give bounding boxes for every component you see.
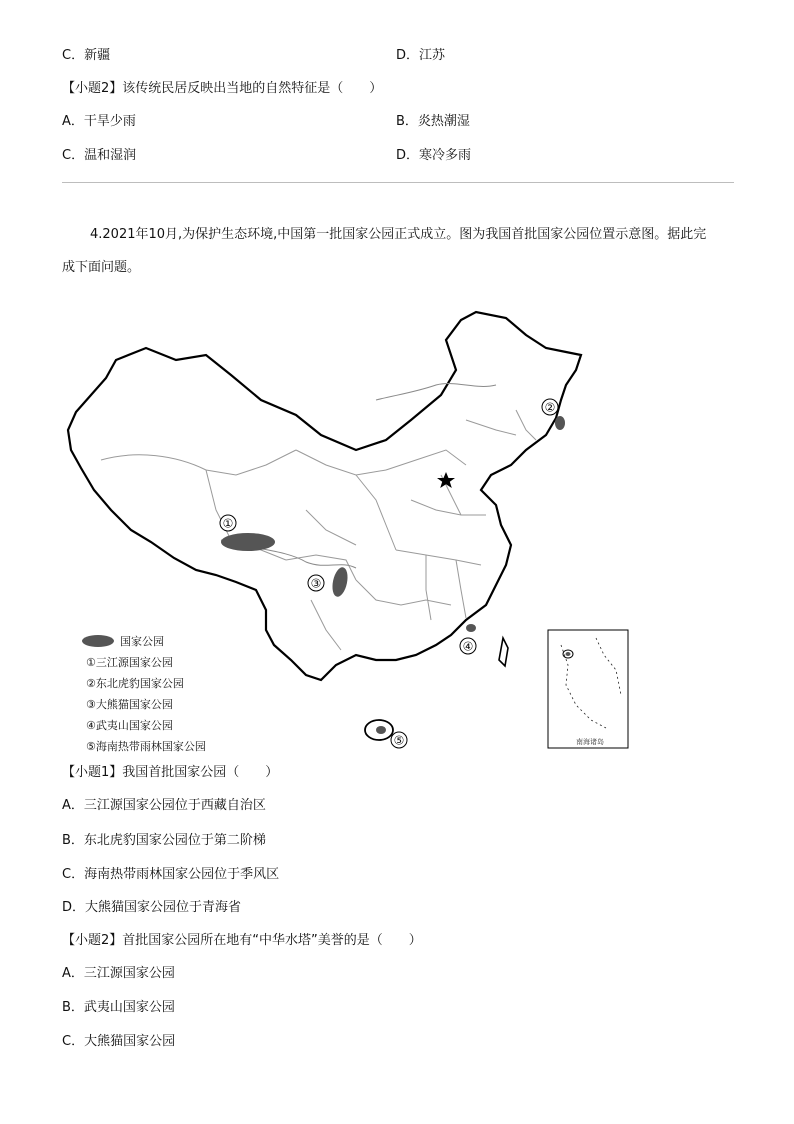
marker-4 bbox=[460, 638, 476, 654]
inset-label: 南海诸岛 bbox=[576, 738, 604, 746]
south-china-sea-inset bbox=[548, 630, 628, 748]
sub-question-2-stem: 【小题2】该传统民居反映出当地的自然特征是（ ） bbox=[62, 81, 383, 96]
intro-line-2: 成下面问题。 bbox=[62, 260, 141, 275]
marker-4-label: ④ bbox=[462, 639, 474, 654]
option-d: D．寒冷多雨 bbox=[396, 148, 472, 163]
sub2-option-c: C．大熊猫国家公园 bbox=[62, 1034, 176, 1049]
option-c: C．新疆 bbox=[62, 48, 111, 63]
park-dongbei-hubao bbox=[555, 416, 565, 430]
legend-item-1: ①三江源国家公园 bbox=[86, 656, 173, 669]
option-d: D．江苏 bbox=[396, 48, 446, 63]
taiwan-island bbox=[499, 638, 508, 666]
legend-title: 国家公园 bbox=[120, 635, 164, 648]
question-4-intro-cont bbox=[62, 259, 734, 277]
marker-3 bbox=[308, 575, 324, 591]
sub-question-1-stem: 【小题1】我国首批国家公园（ ） bbox=[62, 765, 279, 780]
park-hainan-yulin bbox=[376, 726, 386, 734]
question-4-intro bbox=[62, 226, 734, 244]
marker-1-label: ① bbox=[222, 516, 234, 531]
sub2-option-a: A．三江源国家公园 bbox=[62, 966, 175, 981]
park-daxiongmao bbox=[330, 566, 350, 598]
question-divider bbox=[62, 182, 734, 183]
park-wuyishan bbox=[466, 624, 476, 632]
legend-item-2: ②东北虎豹国家公园 bbox=[86, 677, 184, 690]
china-border bbox=[68, 312, 581, 680]
sub1-option-b: B．东北虎豹国家公园位于第二阶梯 bbox=[62, 833, 266, 848]
province-lines bbox=[101, 410, 536, 650]
marker-2 bbox=[542, 399, 558, 415]
option-c: C．温和湿润 bbox=[62, 148, 137, 163]
sub1-option-d: D．大熊猫国家公园位于青海省 bbox=[62, 900, 242, 915]
marker-5-label: ⑤ bbox=[393, 733, 405, 748]
national-parks-map bbox=[56, 300, 636, 760]
marker-2-label: ② bbox=[544, 400, 556, 415]
park-sanjiangyuan bbox=[221, 533, 275, 551]
sub2-option-b: B．武夷山国家公园 bbox=[62, 1000, 175, 1015]
legend-item-3: ③大熊猫国家公园 bbox=[86, 698, 173, 711]
map-legend bbox=[82, 634, 206, 753]
legend-park-swatch bbox=[82, 635, 114, 647]
marker-1 bbox=[220, 515, 236, 531]
intro-line-1: 4.2021年10月,为保护生态环境,中国第一批国家公园正式成立。图为我国首批国家公园位置示意图。据此完 bbox=[90, 227, 707, 242]
sub-question-2-stem: 【小题2】首批国家公园所在地有“中华水塔”美誉的是（ ） bbox=[62, 933, 422, 948]
legend-item-4: ④武夷山国家公园 bbox=[86, 719, 173, 732]
option-b: B．炎热潮湿 bbox=[396, 114, 470, 129]
legend-item-5: ⑤海南热带雨林国家公园 bbox=[86, 740, 206, 753]
option-a: A．干旱少雨 bbox=[62, 114, 136, 129]
sub1-option-c: C．海南热带雨林国家公园位于季风区 bbox=[62, 867, 280, 882]
sub1-option-a: A．三江源国家公园位于西藏自治区 bbox=[62, 798, 266, 813]
marker-3-label: ③ bbox=[310, 576, 322, 591]
marker-5 bbox=[391, 732, 407, 748]
